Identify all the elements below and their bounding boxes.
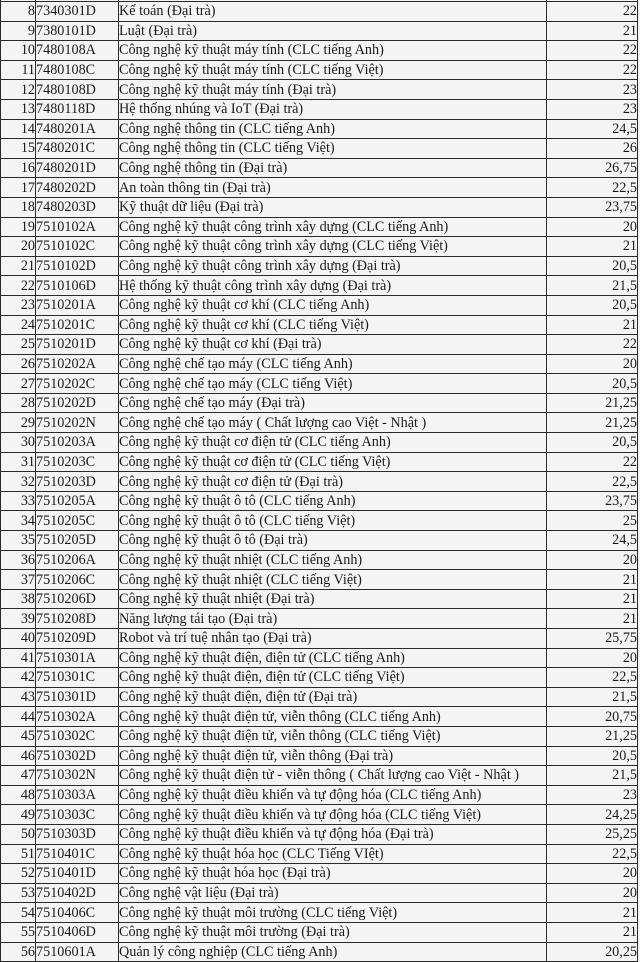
table-row (1, 648, 638, 668)
major-code-cell: 7480118D (36, 99, 119, 119)
table-row (1, 531, 638, 551)
score-cell: 22,5 (547, 844, 638, 864)
stt-cell: 49 (1, 805, 36, 825)
table-row (1, 805, 638, 825)
stt-cell: 14 (1, 119, 36, 139)
stt-cell: 17 (1, 178, 36, 198)
score-cell: 23,75 (547, 491, 638, 511)
score-cell: 21 (547, 315, 638, 335)
major-name-cell: Năng lượng tái tạo (Đại trà) (119, 609, 547, 629)
major-name-cell: Công nghệ thông tin (CLC tiếng Việt) (119, 139, 547, 159)
score-cell: 22 (547, 60, 638, 80)
major-code-cell: 7510202A (36, 354, 119, 374)
table-row (1, 629, 638, 649)
major-name-cell: Hệ thống nhúng và IoT (Đại trà) (119, 99, 547, 119)
score-cell: 20 (547, 883, 638, 903)
major-name-cell: Công nghệ kỹ thuật nhiệt (CLC tiếng Anh) (119, 550, 547, 570)
score-cell: 21,5 (547, 766, 638, 786)
table-row (1, 844, 638, 864)
major-name-cell: Công nghệ chế tạo máy (Đại trà) (119, 393, 547, 413)
major-code-cell: 7510301D (36, 687, 119, 707)
major-name-cell: Công nghệ kỹ thuật ô tô (Đại trà) (119, 531, 547, 551)
stt-cell: 20 (1, 237, 36, 257)
major-code-cell: 7510201D (36, 335, 119, 355)
major-name-cell: Công nghệ thông tin (Đại trà) (119, 158, 547, 178)
major-name-cell: Công nghệ kỹ thuật môi trường (Đại trà) (119, 922, 547, 942)
table-row (1, 80, 638, 100)
stt-cell: 40 (1, 629, 36, 649)
major-name-cell: Công nghệ kỹ thuật điều khiển và tự động hóa (Đại trà) (119, 824, 547, 844)
score-cell: 20,75 (547, 707, 638, 727)
score-cell: 22,5 (547, 178, 638, 198)
major-name-cell: Công nghệ kỹ thuật ô tô (CLC tiếng Anh) (119, 491, 547, 511)
score-cell: 23 (547, 99, 638, 119)
stt-cell: 19 (1, 217, 36, 237)
major-code-cell: 7510205A (36, 491, 119, 511)
table-row (1, 237, 638, 257)
major-code-cell: 7480108C (36, 60, 119, 80)
major-code-cell: 7510401D (36, 864, 119, 884)
major-code-cell: 7510406C (36, 903, 119, 923)
score-cell: 20,5 (547, 746, 638, 766)
major-name-cell: An toàn thông tin (Đại trà) (119, 178, 547, 198)
table-row (1, 21, 638, 41)
major-name-cell: Công nghệ chế tạo máy (CLC tiếng Việt) (119, 374, 547, 394)
score-cell: 21,25 (547, 393, 638, 413)
stt-cell: 53 (1, 883, 36, 903)
major-code-cell: 7510203C (36, 452, 119, 472)
score-cell: 20,5 (547, 374, 638, 394)
major-code-cell: 7510102A (36, 217, 119, 237)
table-row (1, 139, 638, 159)
score-cell: 20 (547, 648, 638, 668)
major-code-cell: 7510301A (36, 648, 119, 668)
table-row (1, 315, 638, 335)
score-cell: 23 (547, 80, 638, 100)
stt-cell: 55 (1, 922, 36, 942)
major-code-cell: 7510202D (36, 393, 119, 413)
score-cell: 22,5 (547, 668, 638, 688)
stt-cell: 18 (1, 197, 36, 217)
major-code-cell: 7380101D (36, 21, 119, 41)
major-name-cell: Công nghệ kỹ thuật hóa học (Đại trà) (119, 864, 547, 884)
major-code-cell: 7510206C (36, 570, 119, 590)
table-row (1, 413, 638, 433)
score-cell: 21 (547, 237, 638, 257)
score-cell: 20 (547, 864, 638, 884)
major-code-cell: 7510203A (36, 433, 119, 453)
stt-cell: 44 (1, 707, 36, 727)
major-name-cell: Công nghệ kỹ thuật điện tử - viễn thông ( Chất lượng cao Việt - Nhật ) (119, 766, 547, 786)
stt-cell: 41 (1, 648, 36, 668)
score-cell: 20 (547, 354, 638, 374)
score-cell: 20,5 (547, 433, 638, 453)
major-name-cell: Công nghệ kỹ thuật điện tử, viễn thông (CLC tiếng Việt) (119, 726, 547, 746)
major-code-cell: 7510301C (36, 668, 119, 688)
major-name-cell: Công nghệ kỹ thuật điều khiển và tự động hóa (CLC tiếng Anh) (119, 785, 547, 805)
major-code-cell: 7510205C (36, 511, 119, 531)
major-code-cell: 7510201C (36, 315, 119, 335)
stt-cell: 33 (1, 491, 36, 511)
stt-cell: 45 (1, 726, 36, 746)
stt-cell: 9 (1, 21, 36, 41)
major-name-cell: Luật (Đại trà) (119, 21, 547, 41)
major-code-cell: 7510201A (36, 295, 119, 315)
major-code-cell: 7510202C (36, 374, 119, 394)
table-row (1, 785, 638, 805)
major-name-cell: Công nghệ kỹ thuật điều khiển và tự động hóa (CLC tiếng Việt) (119, 805, 547, 825)
major-name-cell: Công nghệ kỹ thuật cơ khí (CLC tiếng Việt) (119, 315, 547, 335)
major-code-cell: 7510102C (36, 237, 119, 257)
table-row (1, 393, 638, 413)
major-name-cell: Công nghệ kỹ thuật điện, điện tử (Đại trà) (119, 687, 547, 707)
stt-cell: 34 (1, 511, 36, 531)
table-row (1, 668, 638, 688)
table-row (1, 491, 638, 511)
major-name-cell: Công nghệ thông tin (CLC tiếng Anh) (119, 119, 547, 139)
table-row (1, 158, 638, 178)
stt-cell: 50 (1, 824, 36, 844)
score-cell: 20 (547, 217, 638, 237)
major-code-cell: 7510401C (36, 844, 119, 864)
stt-cell: 37 (1, 570, 36, 590)
stt-cell: 36 (1, 550, 36, 570)
major-name-cell: Công nghệ kỹ thuật ô tô (CLC tiếng Việt) (119, 511, 547, 531)
stt-cell: 28 (1, 393, 36, 413)
major-name-cell: Công nghệ chế tạo máy (CLC tiếng Anh) (119, 354, 547, 374)
stt-cell: 27 (1, 374, 36, 394)
table-row (1, 354, 638, 374)
stt-cell: 48 (1, 785, 36, 805)
major-name-cell: Công nghệ kỹ thuật cơ điện tử (Đại trà) (119, 472, 547, 492)
table-row (1, 60, 638, 80)
score-cell: 25 (547, 511, 638, 531)
score-cell: 20,5 (547, 295, 638, 315)
table-row (1, 41, 638, 61)
stt-cell: 26 (1, 354, 36, 374)
major-code-cell: 7510203D (36, 472, 119, 492)
major-code-cell: 7480201C (36, 139, 119, 159)
stt-cell: 39 (1, 609, 36, 629)
stt-cell: 16 (1, 158, 36, 178)
score-cell: 24,5 (547, 531, 638, 551)
table-row (1, 922, 638, 942)
major-code-cell: 7480108D (36, 80, 119, 100)
stt-cell: 15 (1, 139, 36, 159)
score-cell: 20,5 (547, 256, 638, 276)
major-code-cell: 7480201A (36, 119, 119, 139)
major-name-cell: Công nghệ kỹ thuật cơ khí (Đại trà) (119, 335, 547, 355)
major-code-cell: 7510205D (36, 531, 119, 551)
table-row (1, 589, 638, 609)
table-row (1, 197, 638, 217)
table-row (1, 570, 638, 590)
table-row (1, 119, 638, 139)
major-code-cell: 7480203D (36, 197, 119, 217)
stt-cell: 47 (1, 766, 36, 786)
table-row (1, 903, 638, 923)
major-name-cell: Công nghệ kỹ thuật máy tính (CLC tiếng Việt) (119, 60, 547, 80)
major-name-cell: Kế toán (Đại trà) (119, 2, 547, 22)
major-code-cell: 7340301D (36, 2, 119, 22)
stt-cell: 21 (1, 256, 36, 276)
score-cell: 23 (547, 785, 638, 805)
table-row (1, 883, 638, 903)
table-row (1, 295, 638, 315)
score-cell: 21 (547, 903, 638, 923)
major-code-cell: 7510206D (36, 589, 119, 609)
stt-cell: 13 (1, 99, 36, 119)
major-name-cell: Công nghệ kỹ thuật máy tính (Đại trà) (119, 80, 547, 100)
stt-cell: 54 (1, 903, 36, 923)
table-row (1, 726, 638, 746)
major-code-cell: 7510302N (36, 766, 119, 786)
major-code-cell: 7510302C (36, 726, 119, 746)
table-row (1, 335, 638, 355)
table-row (1, 472, 638, 492)
stt-cell: 30 (1, 433, 36, 453)
major-name-cell: Công nghệ kỹ thuật nhiệt (CLC tiếng Việt) (119, 570, 547, 590)
stt-cell: 43 (1, 687, 36, 707)
major-code-cell: 7510206A (36, 550, 119, 570)
table-row (1, 687, 638, 707)
major-code-cell: 7510208D (36, 609, 119, 629)
stt-cell: 22 (1, 276, 36, 296)
score-cell: 22 (547, 335, 638, 355)
table-row (1, 433, 638, 453)
table-row (1, 276, 638, 296)
major-name-cell: Công nghệ kỹ thuật cơ điện tử (CLC tiếng Việt) (119, 452, 547, 472)
table-row (1, 374, 638, 394)
major-code-cell: 7510209D (36, 629, 119, 649)
stt-cell: 25 (1, 335, 36, 355)
stt-cell: 38 (1, 589, 36, 609)
score-cell: 21,5 (547, 276, 638, 296)
major-code-cell: 7480202D (36, 178, 119, 198)
table-row (1, 99, 638, 119)
major-name-cell: Công nghệ kỹ thuật điện tử, viễn thông (CLC tiếng Anh) (119, 707, 547, 727)
score-cell: 26 (547, 139, 638, 159)
stt-cell: 12 (1, 80, 36, 100)
table-row (1, 550, 638, 570)
table-row (1, 746, 638, 766)
table-body (1, 0, 638, 962)
major-name-cell: Kỹ thuật dữ liệu (Đại trà) (119, 197, 547, 217)
major-name-cell: Công nghệ kỹ thuật công trình xây dựng (CLC tiếng Anh) (119, 217, 547, 237)
major-name-cell: Công nghệ kỹ thuật hóa học (CLC Tiếng VIệt) (119, 844, 547, 864)
major-code-cell: 7510102D (36, 256, 119, 276)
major-code-cell: 7510302D (36, 746, 119, 766)
table-row (1, 766, 638, 786)
score-cell: 22,5 (547, 472, 638, 492)
stt-cell: 29 (1, 413, 36, 433)
table-row (1, 2, 638, 22)
major-name-cell: Công nghệ kỹ thuật công trình xây dựng (Đại trà) (119, 256, 547, 276)
major-name-cell: Quản lý công nghiệp (CLC tiếng Anh) (119, 942, 547, 962)
table-row (1, 178, 638, 198)
score-cell: 21 (547, 609, 638, 629)
stt-cell: 52 (1, 864, 36, 884)
major-code-cell: 7510302A (36, 707, 119, 727)
major-name-cell: Công nghệ kỹ thuật nhiệt (Đại trà) (119, 589, 547, 609)
table-row (1, 511, 638, 531)
score-cell: 24,25 (547, 805, 638, 825)
major-name-cell: Công nghệ kỹ thuật điện, điện tử (CLC tiếng Việt) (119, 668, 547, 688)
stt-cell: 56 (1, 942, 36, 962)
stt-cell: 23 (1, 295, 36, 315)
major-name-cell: Công nghệ kỹ thuật điện tử, viễn thông (Đại trà) (119, 746, 547, 766)
stt-cell: 8 (1, 2, 36, 22)
score-cell: 25,75 (547, 629, 638, 649)
table-row (1, 707, 638, 727)
major-name-cell: Công nghệ kỹ thuật cơ điện tử (CLC tiếng Anh) (119, 433, 547, 453)
score-cell: 21,25 (547, 726, 638, 746)
score-cell: 25,25 (547, 824, 638, 844)
major-code-cell: 7510406D (36, 922, 119, 942)
score-cell: 20,25 (547, 942, 638, 962)
major-code-cell: 7480201D (36, 158, 119, 178)
major-code-cell: 7510303D (36, 824, 119, 844)
table-row (1, 217, 638, 237)
major-name-cell: Công nghệ kỹ thuật môi trường (CLC tiếng Việt) (119, 903, 547, 923)
stt-cell: 10 (1, 41, 36, 61)
stt-cell: 24 (1, 315, 36, 335)
major-code-cell: 7510303A (36, 785, 119, 805)
score-cell: 22 (547, 2, 638, 22)
table-row (1, 942, 638, 962)
score-cell: 21 (547, 570, 638, 590)
score-cell: 21 (547, 589, 638, 609)
stt-cell: 32 (1, 472, 36, 492)
score-cell: 26,75 (547, 158, 638, 178)
stt-cell: 35 (1, 531, 36, 551)
score-cell: 21,25 (547, 413, 638, 433)
score-cell: 22 (547, 41, 638, 61)
table-row (1, 452, 638, 472)
major-code-cell: 7510601A (36, 942, 119, 962)
major-name-cell: Robot và trí tuệ nhân tạo (Đại trà) (119, 629, 547, 649)
major-name-cell: Công nghệ kỹ thuật công trình xây dựng (CLC tiếng Việt) (119, 237, 547, 257)
stt-cell: 31 (1, 452, 36, 472)
major-name-cell: Công nghệ vật liệu (Đại trà) (119, 883, 547, 903)
score-cell: 24,5 (547, 119, 638, 139)
stt-cell: 42 (1, 668, 36, 688)
table-row (1, 256, 638, 276)
major-code-cell: 7510202N (36, 413, 119, 433)
score-cell: 22 (547, 452, 638, 472)
stt-cell: 46 (1, 746, 36, 766)
score-cell: 21 (547, 922, 638, 942)
major-name-cell: Hệ thống kỹ thuật công trình xây dựng (Đại trà) (119, 276, 547, 296)
major-code-cell: 7480108A (36, 41, 119, 61)
table-row (1, 864, 638, 884)
major-name-cell: Công nghệ chế tạo máy ( Chất lượng cao Việt - Nhật ) (119, 413, 547, 433)
major-name-cell: Công nghệ kỹ thuật cơ khí (CLC tiếng Anh) (119, 295, 547, 315)
score-cell: 21,5 (547, 687, 638, 707)
major-name-cell: Công nghệ kỹ thuật điện, điện tử (CLC tiếng Anh) (119, 648, 547, 668)
score-cell: 21 (547, 21, 638, 41)
table-row (1, 609, 638, 629)
major-code-cell: 7510402D (36, 883, 119, 903)
stt-cell: 51 (1, 844, 36, 864)
major-name-cell: Công nghệ kỹ thuật máy tính (CLC tiếng Anh) (119, 41, 547, 61)
table-row (1, 824, 638, 844)
stt-cell: 11 (1, 60, 36, 80)
score-cell: 23,75 (547, 197, 638, 217)
major-code-cell: 7510303C (36, 805, 119, 825)
score-cell: 20 (547, 550, 638, 570)
major-code-cell: 7510106D (36, 276, 119, 296)
